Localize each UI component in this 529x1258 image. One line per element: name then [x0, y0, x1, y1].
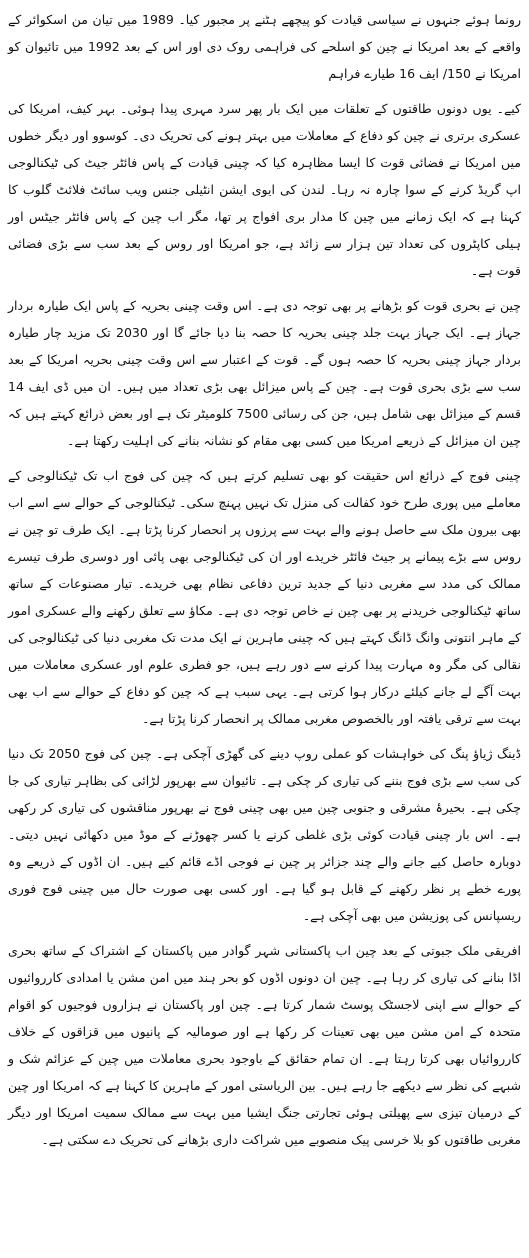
article-paragraph-2: کیے۔ یوں دونوں طاقتوں کے تعلقات میں ایک بار پھر سرد مہری پیدا ہوئی۔ بہر کیف، امریکا کی عسکری برتری نے چین کو دفاع کے معاملات میں بہتر ہونے کی تحریک دی۔ کوسوو اور دیگر خطوں میں امریکا نے فضائی قوت کا ایسا مظاہرہ کیا کہ چینی قیادت کے پاس فائٹر جیٹ کی ٹیکنالوجی اپ گریڈ کرنے کے سوا چارہ نہ رہا۔ لندن کی ایوی ایشن انٹیلی جنس ویب سائٹ فلائٹ گلوب کا کہنا ہے کہ ایک زمانے میں چین کا مدار بری افواج پر تھا، مگر اب چین کے پاس فائٹر جیٹس اور ہیلی کاپٹروں کی تعداد تین ہزار سے زائد ہے، جو امریکا اور روس کے بعد سب سے بڑی فضائی قوت ہے۔ [8, 101, 521, 278]
article-paragraph-3: چین نے بحری قوت کو بڑھانے پر بھی توجہ دی ہے۔ اس وقت چینی بحریہ کے پاس ایک طیارہ بردار جہاز ہے۔ ایک جہاز بہت جلد چینی بحریہ کا حصہ بنا دیا جائے گا اور 2030 تک مزید چار طیارہ بردار جہاز چینی بحریہ کا حصہ ہوں گے۔ قوت کے اعتبار سے اس وقت چینی بحریہ امریکا کے بعد سب سے بڑی بحری قوت ہے۔ چین کے پاس میزائل بھی بڑی تعداد میں ہیں۔ ان میں ڈی ایف 14 قسم کے میزائل بھی شامل ہیں، جن کی رسائی 7500 کلومیٹر تک ہے اور بعض ذرائع کہتے ہیں کہ چین ان میزائل کے ذریعے امریکا میں کسی بھی مقام کو نشانہ بنانے کی اہلیت رکھتا ہے۔ [8, 298, 522, 448]
article-paragraph-5: ڈینگ ژیاؤ پنگ کی خواہشات کو عملی روپ دینے کی گھڑی آچکی ہے۔ چین کی فوج 2050 تک دنیا کی سب سے بڑی فوج بننے کی تیاری کر چکی ہے۔ تائیوان سے بھرپور لڑائی کی بظاہر تیاری کی جا چکی ہے۔ بحیرۂ مشرقی و جنوبی چین میں بھی چینی فوج نے بھرپور مناقشوں کی تیاری کر رکھی ہے۔ اس بار چینی قیادت کوئی بڑی غلطی کرنے یا کسر چھوڑنے کے موڈ میں دکھائی نہیں دیتی۔ دوبارہ حاصل کیے جانے والے چند جزائر پر چین نے فوجی اڈے قائم کیے ہیں۔ ان اڈوں کے ذریعے وہ پورے خطے پر نظر رکھنے کے قابل ہو گیا ہے۔ اور کسی بھی صورت حال میں چینی فوج فوری ریسپانس کی پوزیشن میں بھی آچکی ہے۔ [8, 746, 521, 923]
article-paragraph-1: رونما ہوئے جنہوں نے سیاسی قیادت کو پیچھے ہٹنے پر مجبور کیا۔ 1989 میں تیان من اسکوائر کے واقعے کے بعد امریکا نے چین کو اسلحے کی فراہمی روک دی اور اس کے بعد 1992 میں تائیوان کو امریکا نے 150/ ایف 16 طیارے فراہم [8, 12, 521, 81]
article-paragraph-4: چینی فوج کے ذرائع اس حقیقت کو بھی تسلیم کرتے ہیں کہ چین کی فوج اب تک ٹیکنالوجی کے معاملے میں پوری طرح خود کفالت کی منزل تک نہیں پہنچ سکی۔ ٹیکنالوجی کے حوالے سے اسے اب بھی بیرون ملک سے حاصل ہونے والے بہت سے پرزوں پر انحصار کرنا پڑتا ہے۔ ایک طرف تو چین نے روس سے بڑے پیمانے پر جیٹ فائٹر خریدے اور ان کی ٹیکنالوجی بھی پائی اور دوسری طرف تیسرے ممالک کی مدد سے مغربی دنیا کے جدید ترین دفاعی نظام بھی خریدے۔ تیار مصنوعات کے ساتھ ساتھ ٹیکنالوجی خریدنے پر بھی چین نے خاص توجہ دی ہے۔ مکاؤ سے تعلق رکھنے والے عسکری امور کے ماہر انتونی وانگ ڈانگ کہتے ہیں کہ چینی ماہرین نے ایک مدت تک مغربی دنیا کی ٹیکنالوجی کی نقالی کی مگر وہ مہارت پیدا کرنے سے دور رہے ہیں، جو فطری علوم اور عسکری معاملات میں بہت آگے لے جانے کیلئے درکار ہوا کرتی ہے۔ یہی سبب ہے کہ چین کو دفاع کے حوالے سے اب بھی بہت سے ترقی یافتہ اور بالخصوص مغربی ممالک پر انحصار کرنا پڑتا ہے۔ [8, 468, 521, 726]
article-paragraph-6: افریقی ملک جبوتی کے بعد چین اب پاکستانی شہر گوادر میں پاکستان کے اشتراک کے ساتھ بحری اڈا بنانے کی تیاری کر رہا ہے۔ چین ان دونوں اڈوں کو بحر ہند میں امن مشن یا امدادی کارروائیوں کے حوالے سے اپنی لاجسٹک پوسٹ شمار کرتا ہے۔ چین اور پاکستان نے ہزاروں فوجیوں کو اقوام متحدہ کے امن مشن میں بھی تعینات کر رکھا ہے اور صومالیہ کے پانیوں میں قزاقوں کے خلاف کارروائیاں بھی کرتا رہتا ہے۔ ان تمام حقائق کے باوجود بحری معاملات میں چین کے عزائم شک و شبہے کی نظر سے دیکھے جا رہے ہیں۔ بین الریاستی امور کے ماہرین کا کہنا ہے کہ امریکا اور چین کے درمیان تیزی سے پھیلتی ہوئی تجارتی جنگ ایشیا میں بہت سے ممالک سمیت امریکا اور دیگر مغربی طاقتوں کو بلا خرسی پیک منصوبے میں شراکت داری بڑھانے کی تحریک دے سکتی ہے۔ [8, 943, 521, 1147]
